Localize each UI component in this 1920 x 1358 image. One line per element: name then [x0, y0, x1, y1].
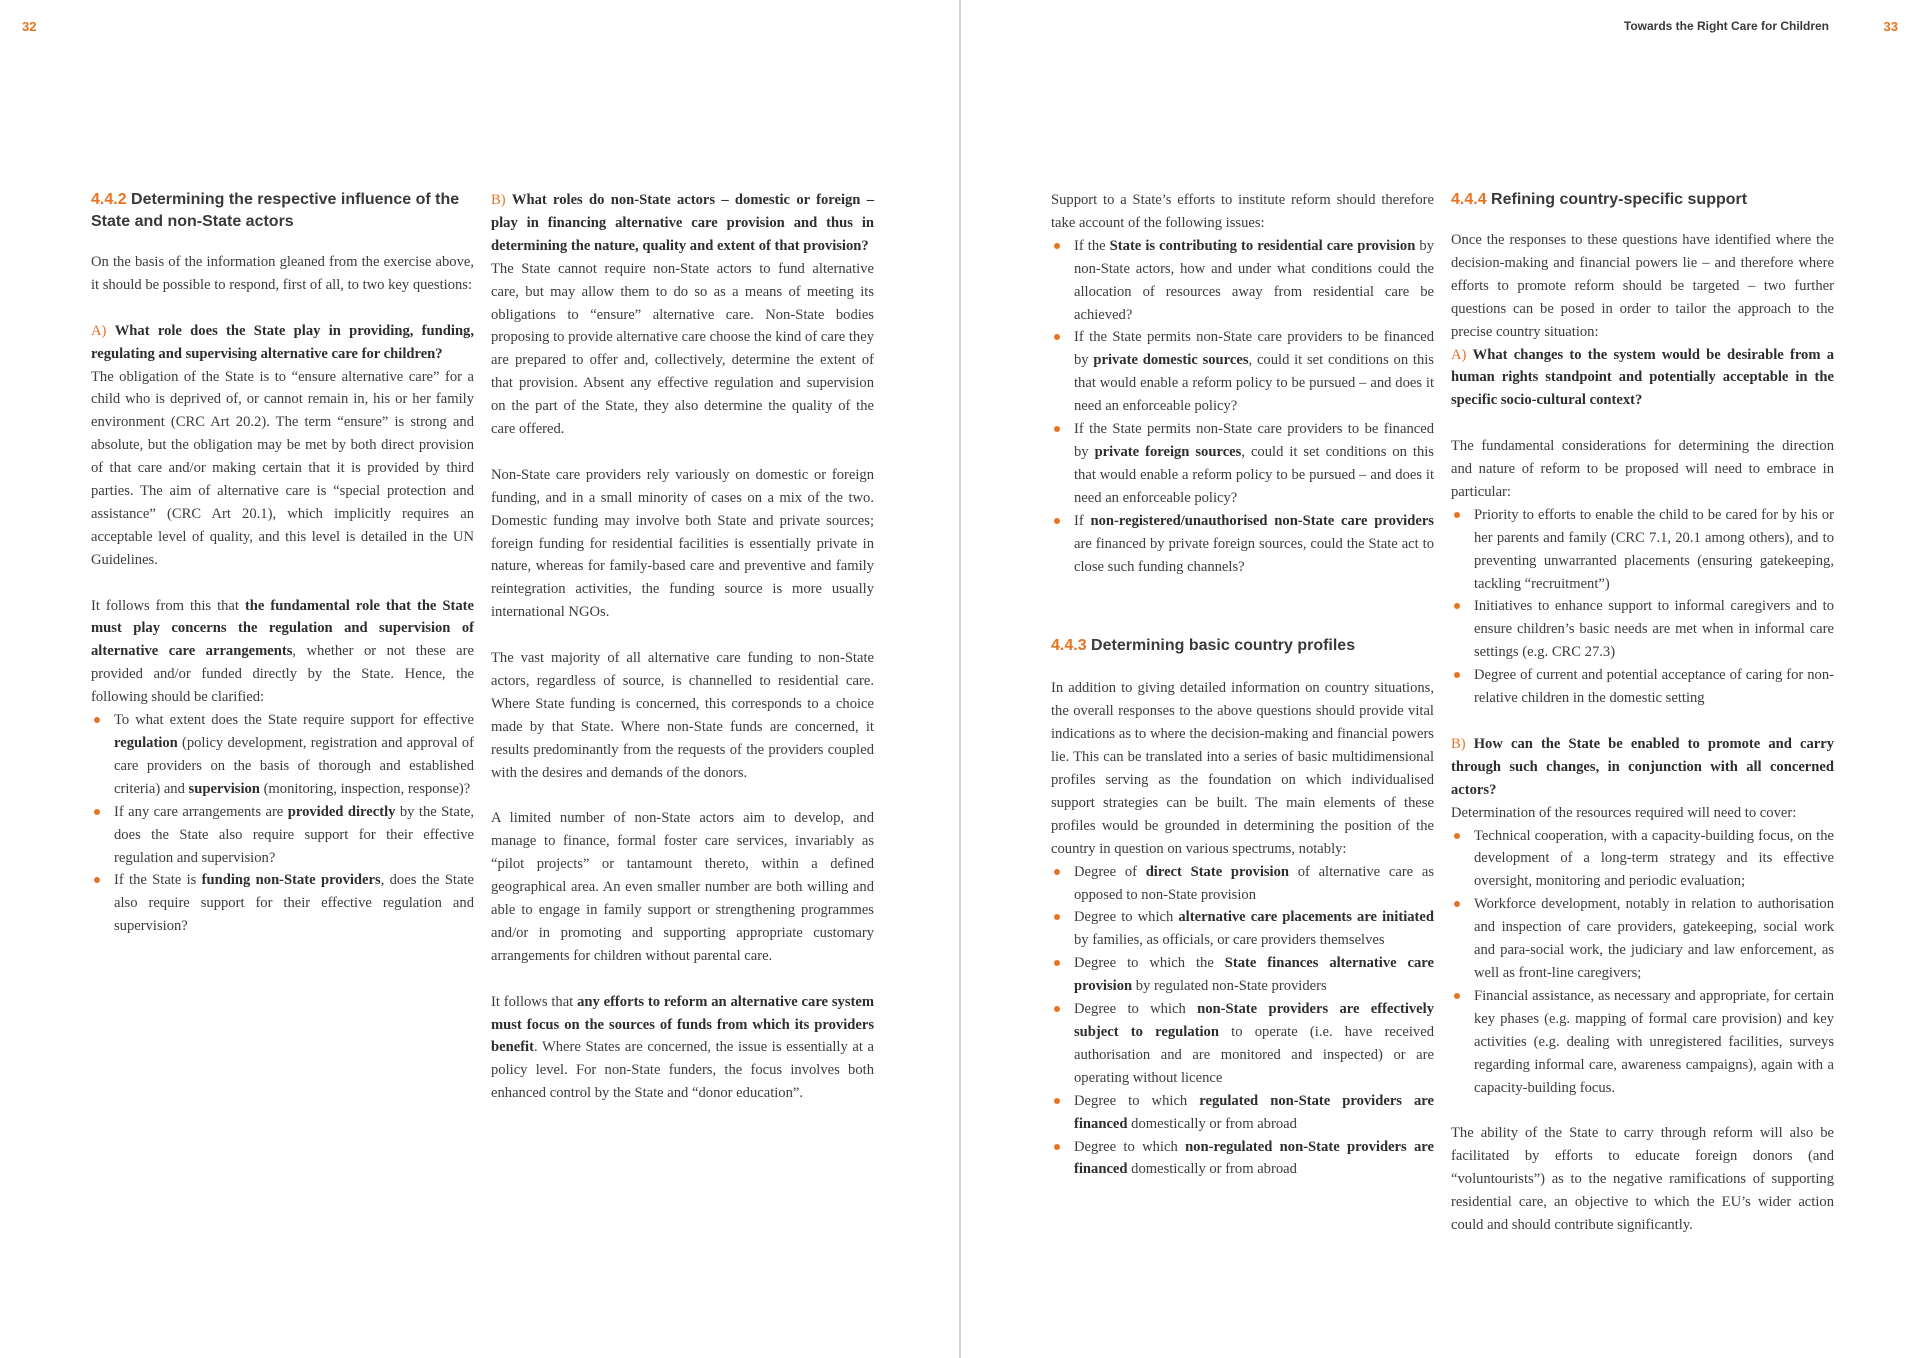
bold-run: the fundamental role that the State must play concerns the regulation and supervision of alternative care arrangements: [91, 597, 474, 660]
paragraph: The ability of the State to carry through reform will also be facilitated by efforts to educate foreign donors (and “voluntourists”) as to the negative ramifications of supporting residential care, an objective to which the EU’s wider action could and should contribute significantly.: [1451, 1125, 1834, 1233]
column-2: [491, 189, 874, 1105]
list-item: Degree to which alternative care placements are initiated by families, as officials, or care providers themselves: [1051, 906, 1434, 952]
list-item: Priority to efforts to enable the child to be cared for by his or her parents and family (CRC 7.1, 20.1 among others), and to preventing unwarranted placements (ensuring gatekeeping, tackling “recruitment”): [1451, 504, 1834, 596]
section-heading: [1051, 635, 1434, 657]
question-text: What changes to the system would be desirable from a human rights standpoint and potentially acceptable in the specific socio-cultural context?: [1451, 346, 1835, 409]
paragraph: Support to a State’s efforts to institute reform should therefore take account of the following issues:: [1051, 192, 1434, 231]
list-item: Degree of current and potential acceptance of caring for non-relative children in the domestic setting: [1451, 664, 1834, 710]
question-label: A): [91, 322, 107, 339]
left-page: [0, 0, 959, 1358]
paragraph: A limited number of non-State actors aim to develop, and manage to finance, formal foster care services, invariably as “pilot projects” or tantamount thereto, within a defined geographical area. An even smaller number are both willing and able to engage in family support or strengthening programmes and/or in promoting and supporting appropriate customary arrangements for children without parental care.: [491, 810, 874, 964]
paragraph: It follows that any efforts to reform an alternative care system must focus on the sources of funds from which its providers benefit. Where States are concerned, the issue is essentially at a policy level. For non-State funders, the focus involves both enhanced control by the State and “donor education”.: [491, 993, 874, 1102]
question-text: What role does the State play in providing, funding, regulating and supervising alternative care for children?: [91, 322, 475, 362]
paragraph: Determination of the resources required will need to cover:: [1451, 804, 1797, 821]
list-item: To what extent does the State require support for effective regulation (policy development, registration and approval of care providers on the basis of thorough and established criteria) and supervision (monitoring, inspection, response)?: [91, 709, 474, 801]
question-a: [91, 320, 474, 366]
section-title: Refining country-specific support: [1491, 191, 1748, 208]
list-item: If the State permits non-State care providers to be financed by private foreign sources, could it set conditions on this that would enable a reform policy to be pursued – and does it need an enforceable policy?: [1051, 418, 1434, 510]
list-item: Initiatives to enhance support to informal caregivers and to ensure children’s basic needs are met when in informal care settings (e.g. CRC 27.3): [1451, 595, 1834, 664]
bullet-list: [1051, 235, 1434, 579]
list-item: If the State is funding non-State providers, does the State also require support for their effective regulation and supervision?: [91, 869, 474, 938]
section-heading: [91, 189, 474, 233]
column-4: [1451, 189, 1834, 1237]
paragraph: Once the responses to these questions have identified where the decision-making and financial powers lie – and therefore where efforts to promote reform should be targeted – two further questions can be posed in order to tailor the approach to the precise country situation:: [1451, 232, 1834, 340]
paragraph: On the basis of the information gleaned from the exercise above, it should be possible to respond, first of all, to two key questions:: [91, 254, 474, 293]
list-item: Degree of direct State provision of alternative care as opposed to non-State provision: [1051, 861, 1434, 907]
right-page: [961, 0, 1920, 1358]
paragraph: Non-State care providers rely variously on domestic or foreign funding, and in a small minority of cases on a mix of the two. Domestic funding may involve both State and private sources; foreign funding for residential facilities is essentially private in nature, whereas for family-based care and preventive and family reintegration activities, the funding source is more usually international NGOs.: [491, 466, 874, 621]
question-b: [491, 189, 874, 258]
list-item: Financial assistance, as necessary and appropriate, for certain key phases (e.g. mapping of formal care provision) and key activities (e.g. dealing with unregistered facilities, surveys regarding informal care, awareness campaigns), again with a capacity-building focus.: [1451, 985, 1834, 1100]
list-item: If any care arrangements are provided directly by the State, does the State also require support for their effective regulation and supervision?: [91, 801, 474, 870]
list-item: Technical cooperation, with a capacity-building focus, on the development of a long-term strategy and its effective oversight, monitoring and periodic evaluation;: [1451, 825, 1834, 894]
section-title: Determining basic country profiles: [1091, 637, 1356, 655]
question-b: [1451, 733, 1834, 802]
list-item: Degree to which non-regulated non-State providers are financed domestically or from abroad: [1051, 1136, 1434, 1182]
paragraph: The vast majority of all alternative care funding to non-State actors, regardless of source, is channelled to residential care. Where State funding is concerned, this corresponds to a choice made by that State. Where non-State funds are concerned, it results predominantly from the requests of the providers coupled with the desires and demands of the donors.: [491, 650, 874, 781]
bullet-list: [1051, 861, 1434, 1182]
column-1: [91, 189, 474, 938]
section-heading: [1451, 189, 1834, 211]
bullet-list: [91, 709, 474, 938]
list-item: If the State permits non-State care providers to be financed by private domestic sources, could it set conditions on this that would enable a reform policy to be pursued – and does it need an enforceable policy?: [1051, 326, 1434, 418]
question-label: B): [1451, 735, 1466, 752]
paragraph: The obligation of the State is to “ensure alternative care” for a child who is deprived of, or cannot remain in, his or her family environment (CRC Art 20.2). The term “ensure” is strong and absolute, but the obligation may be met by both direct provision of that care and/or making certain that it is provided by third parties. The aim of alternative care is “special protection and assistance” (CRC Art 20.1), which implicitly requires an acceptable level of quality, and this level is detailed in the UN Guidelines.: [91, 368, 474, 568]
text-run: , whether or not these are provided and/or funded directly by the State. Hence, the following should be clarified:: [91, 643, 475, 706]
list-item: Workforce development, notably in relation to authorisation and inspection of care providers, gatekeeping, social work and para-social work, the judiciary and law enforcement, as well as front-line caregivers;: [1451, 893, 1834, 985]
list-item: Degree to which regulated non-State providers are financed domestically or from abroad: [1051, 1090, 1434, 1136]
paragraph: The fundamental considerations for determining the direction and nature of reform to be proposed will need to embrace in particular:: [1451, 438, 1834, 500]
section-number: 4.4.4: [1451, 191, 1487, 208]
section-title: Determining the respective influence of the State and non-State actors: [91, 191, 460, 230]
bullet-list: [1451, 825, 1834, 1100]
page-number: 32: [22, 19, 37, 34]
text-run: It follows from this that: [91, 597, 245, 614]
bullet-list: [1451, 504, 1834, 710]
list-item: Degree to which non-State providers are effectively subject to regulation to operate (i.e. have received authorisation and are monitored and inspected) or are operating without licence: [1051, 998, 1434, 1090]
paragraph: The State cannot require non-State actors to fund alternative care, but may allow them to do so as a means of meeting its obligations to “ensure” alternative care. Non-State bodies proposing to provide alternative care choose the kind of care they are prepared to offer and, collectively, determine the extent of that provision. Absent any effective regulation and supervision on the part of the State, they also determine the quality of the care offered.: [491, 260, 874, 438]
list-item: If non-registered/unauthorised non-State care providers are financed by private foreign sources, could the State act to close such funding channels?: [1051, 510, 1434, 579]
question-a: [1451, 344, 1834, 413]
column-3: [1051, 189, 1434, 1181]
running-title: Towards the Right Care for Children: [1623, 19, 1829, 33]
section-number: 4.4.3: [1051, 637, 1087, 655]
page-number: 33: [1883, 19, 1898, 34]
question-label: A): [1451, 346, 1467, 363]
paragraph: [91, 595, 474, 710]
paragraph: In addition to giving detailed information on country situations, the overall responses to the above questions should provide vital indications as to where the decision-making and financial powers lie. This can be translated into a series of basic multidimensional profiles serving as the foundation on which individualised support strategies can be built. The main elements of these profiles would be grounded in determining the position of the country in question on various spectrums, notably:: [1051, 680, 1434, 857]
question-text: How can the State be enabled to promote and carry through such changes, in conjunction with all concerned actors?: [1451, 735, 1834, 798]
question-text: What roles do non-State actors – domestic or foreign – play in financing alternative care provision and thus in determining the nature, quality and extent of that provision?: [491, 192, 874, 254]
section-number: 4.4.2: [91, 191, 127, 208]
list-item: Degree to which the State finances alternative care provision by regulated non-State providers: [1051, 952, 1434, 998]
question-label: B): [491, 192, 506, 208]
list-item: If the State is contributing to residential care provision by non-State actors, how and under what conditions could the allocation of resources away from residential care be achieved?: [1051, 235, 1434, 327]
